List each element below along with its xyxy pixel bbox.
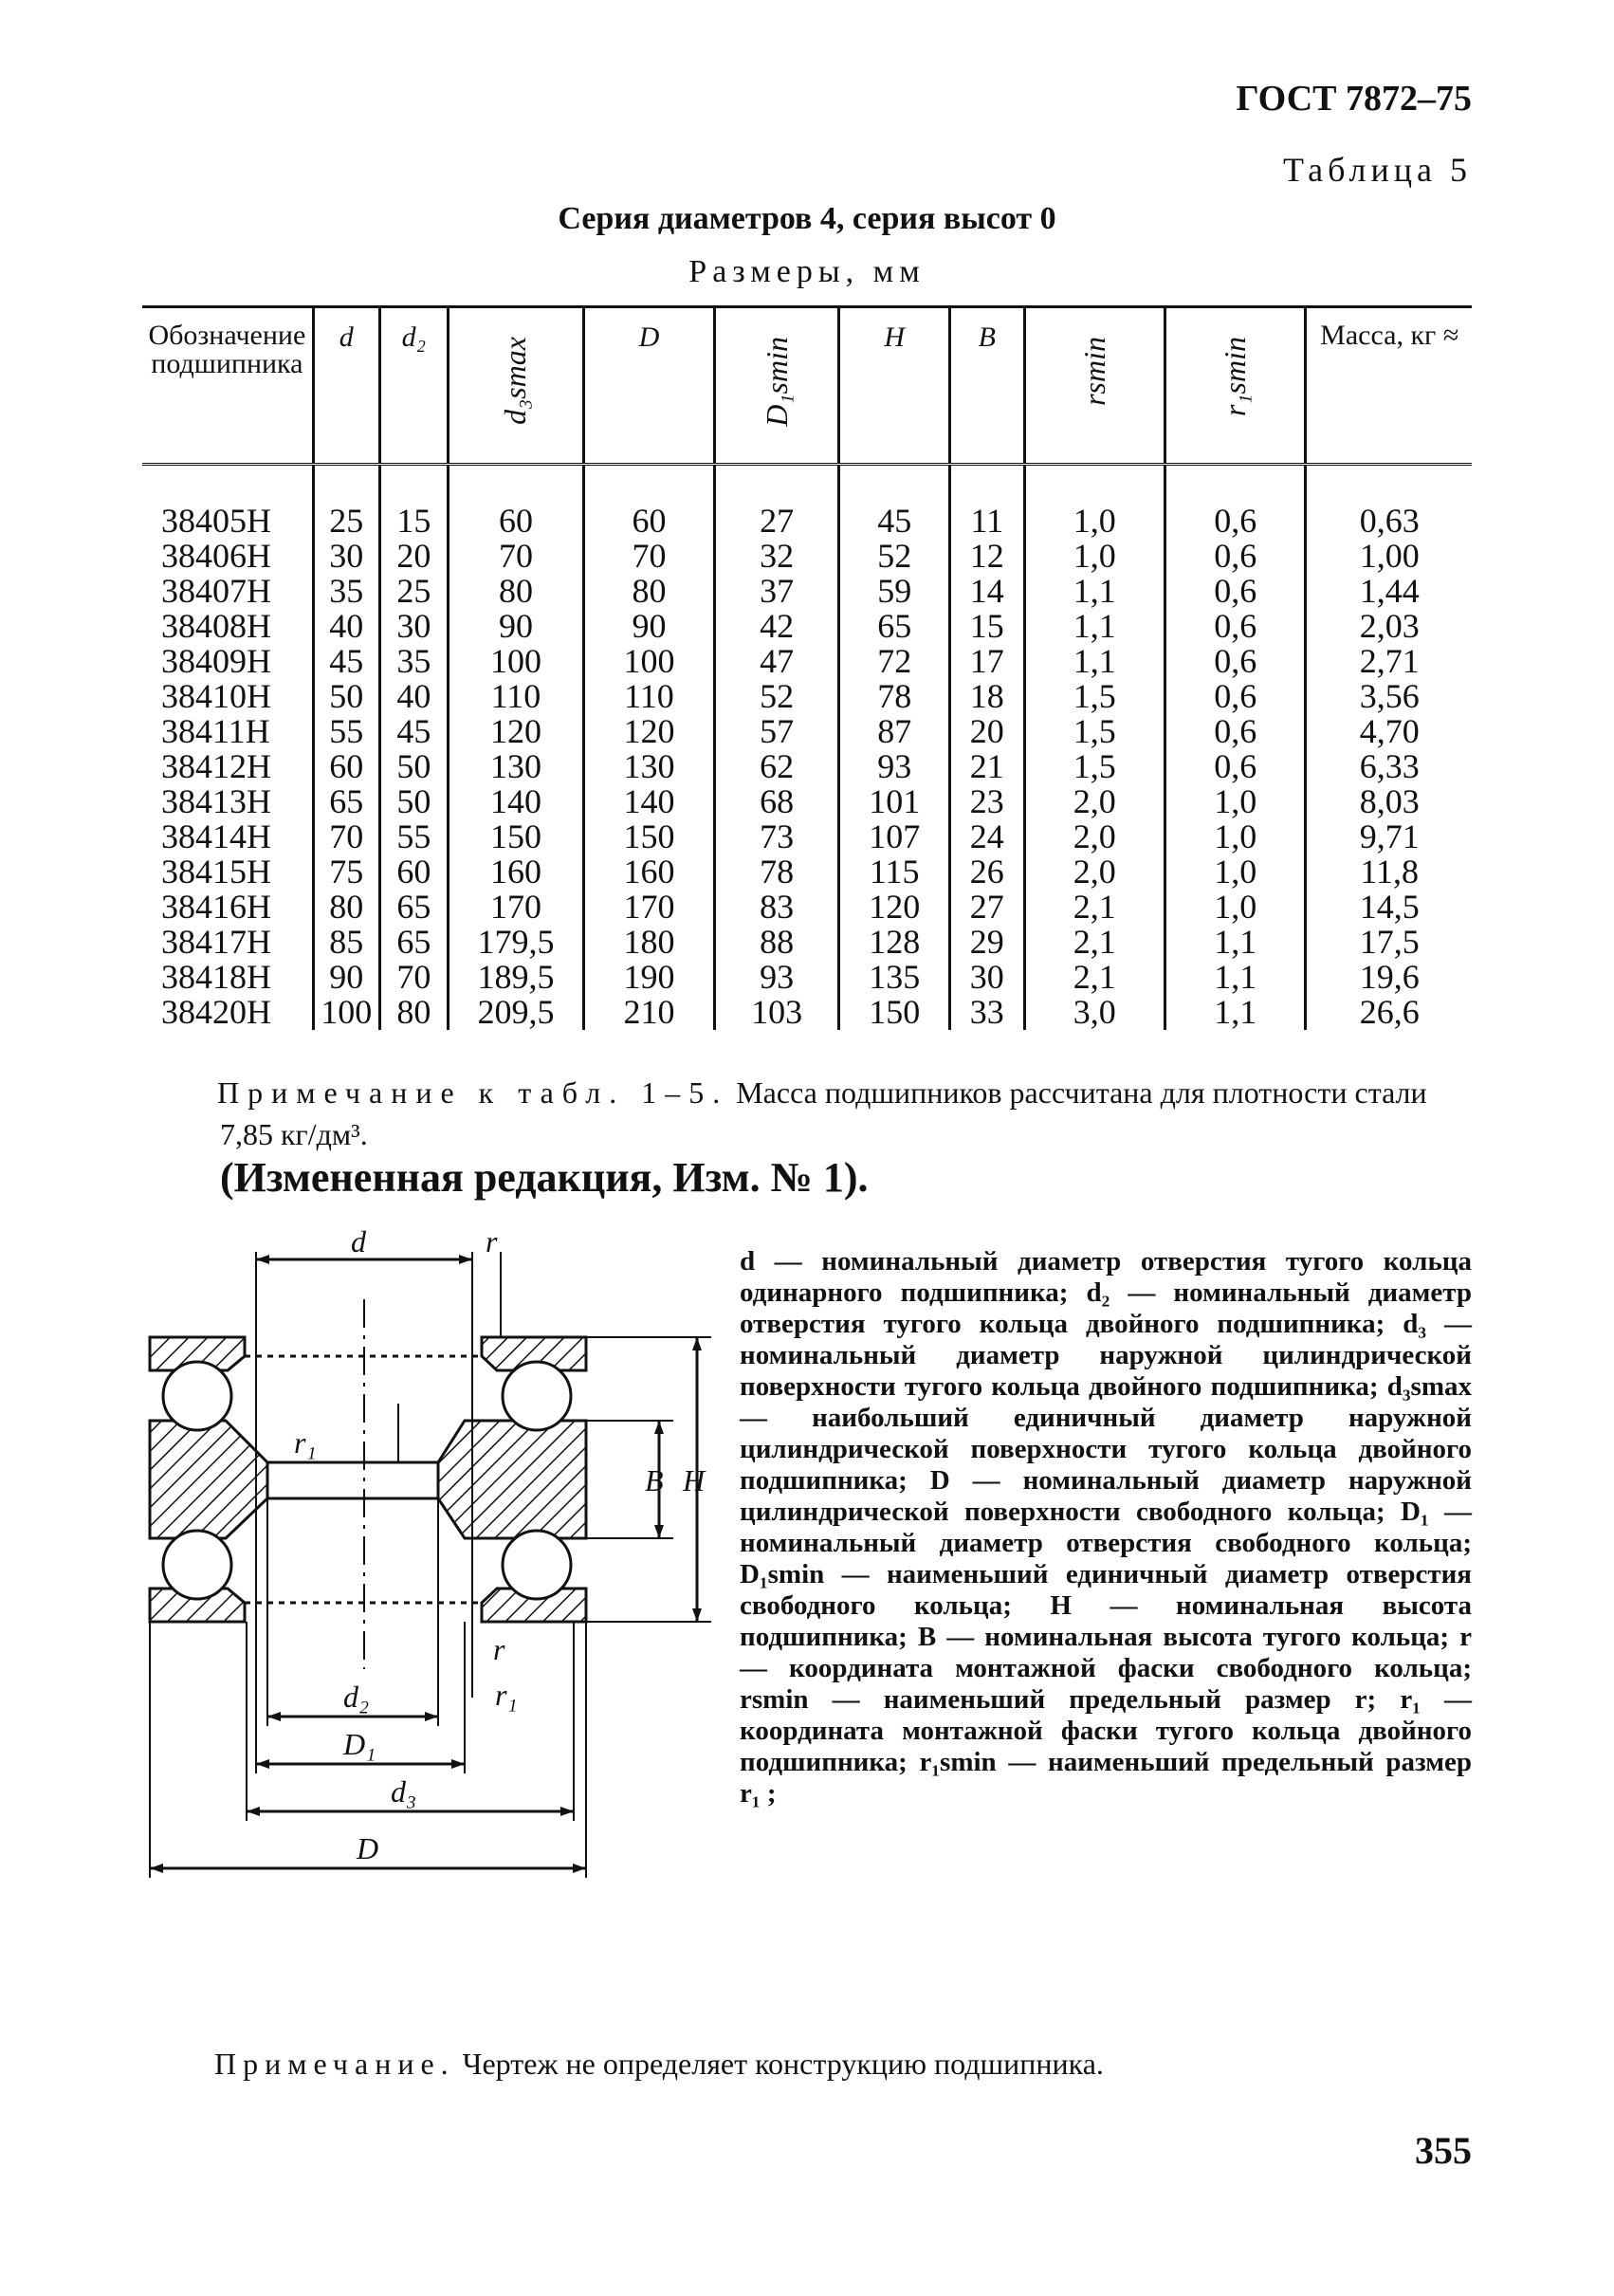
table-cell: 0,6 [1165, 574, 1305, 609]
label-d3: d₃ [391, 1774, 417, 1809]
table-cell: 72 [839, 644, 950, 679]
table-row [142, 925, 1472, 960]
label-r-bottom: r [493, 1632, 505, 1666]
table-cell: 1,44 [1306, 574, 1472, 609]
table-row [142, 784, 1472, 819]
table-cell: 14 [950, 574, 1024, 609]
table-cell: 60 [379, 854, 448, 890]
table-cell: 1,0 [1165, 784, 1305, 819]
col-H: H [839, 307, 950, 465]
table-cell: 47 [714, 644, 839, 679]
table-cell: 130 [584, 749, 715, 784]
table-row [142, 749, 1472, 784]
table-cell: 160 [584, 854, 715, 890]
table-cell: 38418Н [161, 958, 271, 996]
table-cell: 160 [448, 854, 583, 890]
ball-top-left [163, 1362, 231, 1430]
table-cell: 18 [950, 679, 1024, 714]
table-row [142, 574, 1472, 609]
table-cell: 70 [584, 539, 715, 574]
table-cell: 107 [839, 819, 950, 854]
table-cell: 62 [714, 749, 839, 784]
col-d: d [313, 307, 379, 465]
table-cell: 45 [379, 714, 448, 749]
table-cell: 90 [584, 609, 715, 644]
table-cell: 70 [448, 539, 583, 574]
table-cell: 0,6 [1165, 609, 1305, 644]
table-cell: 6,33 [1306, 749, 1472, 784]
table-cell: 150 [584, 819, 715, 854]
table-cell: 23 [950, 784, 1024, 819]
dimensions-table [142, 305, 1472, 1030]
table-cell: 100 [448, 644, 583, 679]
table-row [142, 539, 1472, 574]
table-cell: 38407Н [161, 572, 271, 610]
table-cell: 140 [448, 784, 583, 819]
middle-ring-right [438, 1421, 586, 1538]
table-cell: 38408Н [161, 607, 271, 645]
table-title: Серия диаметров 4, серия высот 0 [558, 201, 1056, 236]
table-cell: 103 [714, 995, 839, 1030]
table-cell: 1,0 [1024, 465, 1165, 540]
table-cell: 11 [950, 465, 1024, 540]
table-cell: 135 [839, 960, 950, 995]
table-cell: 0,63 [1306, 465, 1472, 540]
table-cell: 55 [379, 819, 448, 854]
table-cell: 21 [950, 749, 1024, 784]
table-cell: 25 [313, 465, 379, 540]
table-cell: 68 [714, 784, 839, 819]
table-cell: 65 [839, 609, 950, 644]
label-B: B [645, 1463, 664, 1497]
note2-text: Чертеж не определяет конструкцию подшипника. [462, 2047, 1104, 2081]
table-cell: 93 [839, 749, 950, 784]
table-row [142, 714, 1472, 749]
table-cell: 40 [313, 609, 379, 644]
table-cell: 120 [839, 890, 950, 925]
ball-top-right [503, 1362, 571, 1430]
table-cell: 1,0 [1024, 539, 1165, 574]
label-d: d [351, 1224, 366, 1258]
table-cell: 2,0 [1024, 854, 1165, 890]
table-cell: 179,5 [448, 925, 583, 960]
table-cell: 26 [950, 854, 1024, 890]
table-cell: 210 [584, 995, 715, 1030]
table-cell: 65 [379, 890, 448, 925]
table-cell: 30 [950, 960, 1024, 995]
table-cell: 2,03 [1306, 609, 1472, 644]
table-cell: 30 [313, 539, 379, 574]
table-cell: 37 [714, 574, 839, 609]
table-cell: 14,5 [1306, 890, 1472, 925]
table-cell: 17,5 [1306, 925, 1472, 960]
label-r1-bottom: r₁ [495, 1678, 518, 1712]
table-cell: 38416Н [161, 888, 271, 926]
legend-text: d — номинальный диаметр отверстия тугого кольца одинарного подшипника; d₂ — номинальный диаметр отверстия тугого кольца двойного подшипника; d₃ — номинальный диаметр наружной цилиндрической поверхности тугого кольца двойного подшипника; d₃smax — наибольший единичный диаметр наружной цилиндрической поверхности тугого кольца двойного подшипника; D — номинальный диаметр наружной цилиндрической поверхности свободного кольца; D₁ — номинальный диаметр отверстия свободного кольца; D₁smin — наименьший единичный диаметр отверстия свободного кольца; H — номинальная высота подшипника; B — номинальная высота тугого кольца; r — координата монтажной фаски свободного кольца; rsmin — наименьший предельный размер r; r₁ — координата монтажной фаски тугого кольца двойного подшипника; r₁smin — наименьший предельный размер r₁ ; [740, 1246, 1472, 1809]
table-cell: 189,5 [448, 960, 583, 995]
table-cell: 101 [839, 784, 950, 819]
revision-note: (Измененная редакция, Изм. № 1). [220, 1154, 869, 1201]
table-cell: 100 [584, 644, 715, 679]
col-r1smin [1165, 307, 1305, 465]
col-B: B [950, 307, 1024, 465]
table-cell: 15 [379, 465, 448, 540]
label-D1: D₁ [343, 1727, 376, 1761]
table-cell: 120 [584, 714, 715, 749]
table-cell: 45 [313, 644, 379, 679]
table-cell: 2,0 [1024, 784, 1165, 819]
table-cell: 93 [714, 960, 839, 995]
table-cell: 170 [584, 890, 715, 925]
col-rsmin-label: rsmin [1076, 337, 1111, 406]
table-cell: 1,5 [1024, 714, 1165, 749]
table-cell: 75 [313, 854, 379, 890]
table-cell: 100 [313, 995, 379, 1030]
table-cell: 27 [714, 465, 839, 540]
col-mass: Масса, кг ≈ [1306, 307, 1472, 465]
table-cell: 150 [839, 995, 950, 1030]
table-cell: 9,71 [1306, 819, 1472, 854]
table-cell: 12 [950, 539, 1024, 574]
table-cell: 1,1 [1024, 574, 1165, 609]
table-cell: 32 [714, 539, 839, 574]
col-d2: d₂ [379, 307, 448, 465]
table-cell: 115 [839, 854, 950, 890]
table-cell: 20 [379, 539, 448, 574]
page-number: 355 [1415, 2129, 1472, 2172]
table-row [142, 465, 1472, 540]
table-cell: 3,0 [1024, 995, 1165, 1030]
table-cell: 0,6 [1165, 749, 1305, 784]
table-cell: 1,0 [1165, 890, 1305, 925]
table-cell: 85 [313, 925, 379, 960]
table-cell: 50 [379, 749, 448, 784]
table-body [142, 465, 1472, 1031]
table-cell: 1,0 [1165, 819, 1305, 854]
table-cell: 2,1 [1024, 925, 1165, 960]
table-cell: 110 [448, 679, 583, 714]
col-D1smin-label: D₁smin [759, 337, 794, 427]
table-cell: 170 [448, 890, 583, 925]
col-r1smin-label: r₁smin [1218, 337, 1253, 417]
table-row [142, 819, 1472, 854]
table-cell: 57 [714, 714, 839, 749]
table-cell: 50 [313, 679, 379, 714]
table-cell: 110 [584, 679, 715, 714]
table-cell: 65 [313, 784, 379, 819]
table-cell: 190 [584, 960, 715, 995]
table-cell: 80 [379, 995, 448, 1030]
table-cell: 24 [950, 819, 1024, 854]
table-cell: 83 [714, 890, 839, 925]
table-cell: 20 [950, 714, 1024, 749]
table-cell: 38409Н [161, 642, 271, 680]
table-row [142, 679, 1472, 714]
table-cell: 2,1 [1024, 960, 1165, 995]
table-cell: 150 [448, 819, 583, 854]
table-row [142, 644, 1472, 679]
col-D: D [584, 307, 715, 465]
table-cell: 80 [313, 890, 379, 925]
table-cell: 11,8 [1306, 854, 1472, 890]
label-r1: r₁ [294, 1425, 317, 1460]
table-cell: 78 [714, 854, 839, 890]
col-D1smin [714, 307, 839, 465]
table-cell: 140 [584, 784, 715, 819]
table-cell: 1,1 [1165, 925, 1305, 960]
table-cell: 38415Н [161, 853, 271, 891]
table-cell: 60 [584, 465, 715, 540]
table-cell: 1,1 [1024, 644, 1165, 679]
table-cell: 38406Н [161, 537, 271, 575]
table-cell: 25 [379, 574, 448, 609]
table-cell: 80 [584, 574, 715, 609]
table-cell: 19,6 [1306, 960, 1472, 995]
table-cell: 42 [714, 609, 839, 644]
table-cell: 1,1 [1165, 995, 1305, 1030]
table-cell: 90 [448, 609, 583, 644]
table-cell: 60 [448, 465, 583, 540]
note2-label: Примечание. [214, 2047, 455, 2081]
table-cell: 70 [379, 960, 448, 995]
table-cell: 8,03 [1306, 784, 1472, 819]
note-text: Масса подшипников рассчитана для плотности стали 7,85 кг/дм³. [220, 1075, 1427, 1151]
table-cell: 0,6 [1165, 714, 1305, 749]
table-row [142, 609, 1472, 644]
table-cell: 40 [379, 679, 448, 714]
table-cell: 1,1 [1165, 960, 1305, 995]
ball-bottom-left [163, 1531, 231, 1599]
label-H: H [683, 1463, 706, 1497]
table-note [217, 1072, 1472, 1155]
table-cell: 80 [448, 574, 583, 609]
table-cell: 0,6 [1165, 644, 1305, 679]
table-cell: 59 [839, 574, 950, 609]
table-header-row [142, 307, 1472, 465]
drawing-note [214, 2047, 1104, 2082]
table-row [142, 854, 1472, 890]
table-cell: 88 [714, 925, 839, 960]
middle-ring-left [150, 1421, 267, 1538]
table-cell: 87 [839, 714, 950, 749]
ball-bottom-right [503, 1531, 571, 1599]
table-cell: 55 [313, 714, 379, 749]
table-cell: 38417Н [161, 923, 271, 961]
table-cell: 38414Н [161, 817, 271, 855]
table-cell: 35 [379, 644, 448, 679]
table-cell: 17 [950, 644, 1024, 679]
table-cell: 120 [448, 714, 583, 749]
table-cell: 52 [839, 539, 950, 574]
table-cell: 0,6 [1165, 679, 1305, 714]
table-cell: 78 [839, 679, 950, 714]
table-cell: 2,1 [1024, 890, 1165, 925]
table-cell: 60 [313, 749, 379, 784]
table-row [142, 995, 1472, 1030]
table-cell: 35 [313, 574, 379, 609]
label-r-top: r [486, 1224, 498, 1258]
table-cell: 15 [950, 609, 1024, 644]
table-cell: 209,5 [448, 995, 583, 1030]
table-cell: 38405Н [161, 502, 271, 540]
table-cell: 26,6 [1306, 995, 1472, 1030]
table-cell: 128 [839, 925, 950, 960]
table-cell: 38410Н [161, 677, 271, 715]
table-cell: 90 [313, 960, 379, 995]
col-designation: Обозначение подшипника [142, 307, 313, 465]
table-row [142, 960, 1472, 995]
table-cell: 3,56 [1306, 679, 1472, 714]
table-cell: 0,6 [1165, 465, 1305, 540]
table-cell: 52 [714, 679, 839, 714]
table-cell: 1,0 [1165, 854, 1305, 890]
table-cell: 27 [950, 890, 1024, 925]
table-cell: 38412Н [161, 747, 271, 785]
table-cell: 38411Н [161, 712, 270, 750]
table-cell: 65 [379, 925, 448, 960]
col-d3smax [448, 307, 583, 465]
units-caption: Размеры, мм [688, 254, 926, 289]
table-cell: 180 [584, 925, 715, 960]
table-cell: 70 [313, 819, 379, 854]
label-d2: d₂ [343, 1680, 370, 1714]
table-cell: 38413Н [161, 782, 271, 820]
table-cell: 33 [950, 995, 1024, 1030]
note-label: Примечание к табл. 1–5. [217, 1075, 729, 1110]
table-row [142, 890, 1472, 925]
table-cell: 38420Н [161, 993, 271, 1031]
table-cell: 1,5 [1024, 679, 1165, 714]
table-cell: 50 [379, 784, 448, 819]
table-cell: 1,00 [1306, 539, 1472, 574]
table-cell: 1,1 [1024, 609, 1165, 644]
table-cell: 2,0 [1024, 819, 1165, 854]
table-cell: 29 [950, 925, 1024, 960]
table-cell: 73 [714, 819, 839, 854]
table-cell: 30 [379, 609, 448, 644]
table-cell: 4,70 [1306, 714, 1472, 749]
table-cell: 45 [839, 465, 950, 540]
table-label: Таблица 5 [1283, 151, 1472, 189]
table-cell: 0,6 [1165, 539, 1305, 574]
standard-number: ГОСТ 7872–75 [1236, 79, 1472, 119]
table-cell: 2,71 [1306, 644, 1472, 679]
label-D: D [357, 1831, 379, 1865]
col-d3smax-label: d₃smax [498, 337, 533, 425]
table-cell: 130 [448, 749, 583, 784]
bearing-drawing [142, 1214, 730, 1887]
col-rsmin [1024, 307, 1165, 465]
table-cell: 1,5 [1024, 749, 1165, 784]
